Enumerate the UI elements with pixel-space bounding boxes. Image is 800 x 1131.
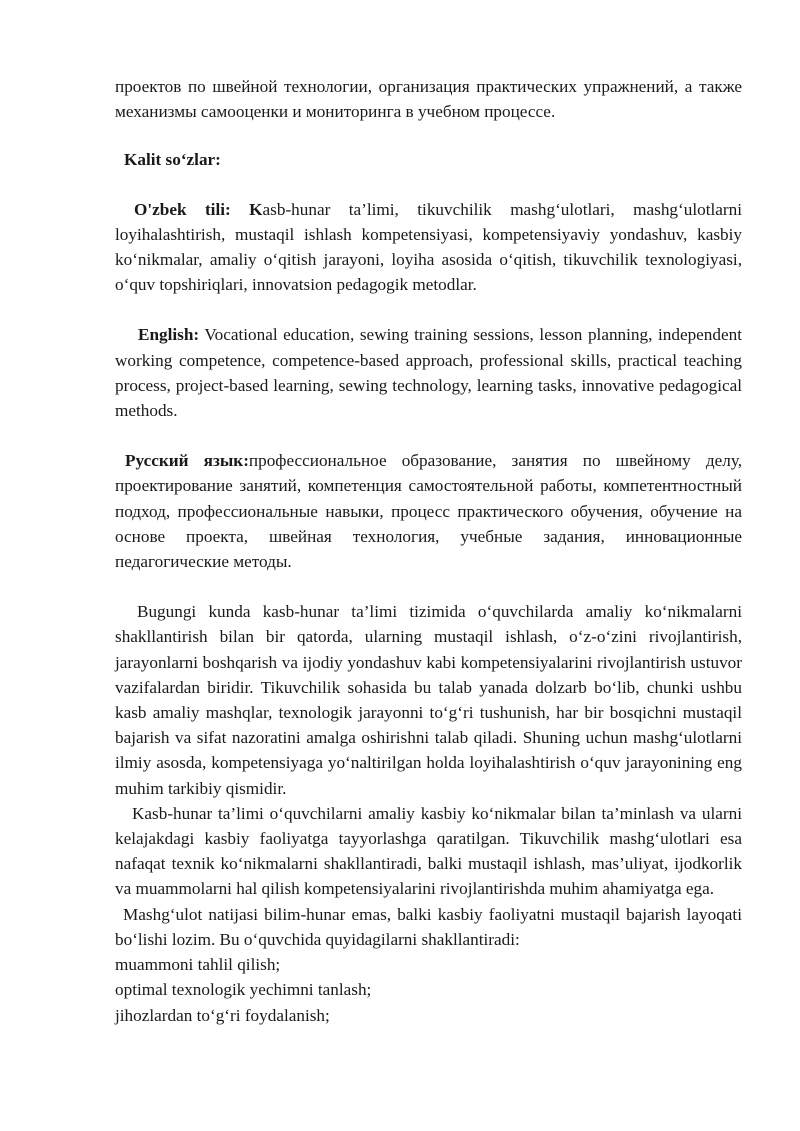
keywords-uzbek [115, 197, 742, 298]
body-paragraph-3: Mashg‘ulot natijasi bilim-hunar emas, balki kasbiy faoliyatni mustaqil bajarish layoqati bo‘lishi lozim. Bu o‘quvchida quyidagilarni shakllantiradi: [115, 904, 742, 949]
keywords-uzbek-text: asb-hunar ta’limi, tikuvchilik mashg‘ulotlari, mashg‘ulotlarni loyihalashtirish, mustaqil ishlash kompetensiyasi, kompetensiyaviy yondashuv, kasbiy ko‘nikmalar, amaliy o‘qitish jarayoni, loyiha asosida o‘qitish, tikuvchilik texnologiyasi, o‘quv topshiriqlari, innovatsion pedagogik metodlar. [115, 199, 742, 295]
document-page [115, 74, 742, 1028]
keywords-russian [115, 448, 742, 574]
keywords-english [115, 322, 742, 423]
keywords-uzbek-label: O'zbek tili: K [134, 199, 263, 219]
keywords-heading: Kalit so‘zlar: [124, 150, 221, 170]
competence-list [115, 952, 742, 1028]
intro-paragraph-tail: проектов по швейной технологии, организация практических упражнений, а также механизмы самооценки и мониторинга в учебном процессе. [115, 77, 742, 122]
keywords-russian-text: профессиональное образование, занятия по швейному делу, проектирование занятий, компетенция самостоятельной работы, компетентностный подход, профессиональные навыки, процесс практического обучения, обучение на основе проекта, швейная технология, учебные задания, инновационные педагогические методы. [115, 451, 742, 572]
keywords-english-label: English: [138, 325, 200, 345]
body-paragraph-2: Kasb-hunar ta’limi o‘quvchilarni amaliy kasbiy ko‘nikmalar bilan ta’minlash va ularni kelajakdagi kasbiy faoliyatga tayyorlashga qaratilgan. Tikuvchilik mashg‘ulotlari esa nafaqat texnik ko‘nikmalarni shakllantiradi, balki mustaqil ishlash, mas’uliyat, ijodkorlik va muammolarni hal qilish kompetensiyalarini rivojlantirishda muhim ahamiyatga ega. [115, 803, 742, 899]
list-item: optimal texnologik yechimni tanlash; [115, 980, 372, 1000]
keywords-english-text: Vocational education, sewing training sessions, lesson planning, independent working competence, competence-based approach, professional skills, practical teaching process, project-based learning, sewing technology, learning tasks, innovative pedagogical methods. [115, 325, 742, 421]
keywords-russian-label: Русский язык: [125, 451, 249, 471]
list-item: muammoni tahlil qilish; [115, 955, 281, 975]
body-paragraph-1: Bugungi kunda kasb-hunar ta’limi tizimida o‘quvchilarda amaliy ko‘nikmalarni shakllantirish bilan bir qatorda, ularning mustaqil ishlash, o‘z-o‘zini rivojlantirish, jarayonlarni boshqarish va ijodiy yondashuv kabi kompetensiyalarini rivojlantirish ustuvor vazifalardan biridir. Tikuvchilik sohasida bu talab yanada dolzarb bo‘lib, chunki ushbu kasb amaliy mashqlar, texnologik jarayonni to‘g‘ri tushunish, har bir bosqichni mustaqil bajarish va sifat nazoratini amalga oshirishni talab qiladi. Shuning uchun mashg‘ulotlarni ilmiy asosda, kompetensiyaga yo‘naltirilgan holda loyihalashtirish o‘quv jarayonining eng muhim tarkibiy qismidir. [115, 602, 742, 798]
list-item: jihozlardan to‘g‘ri foydalanish; [115, 1005, 330, 1025]
